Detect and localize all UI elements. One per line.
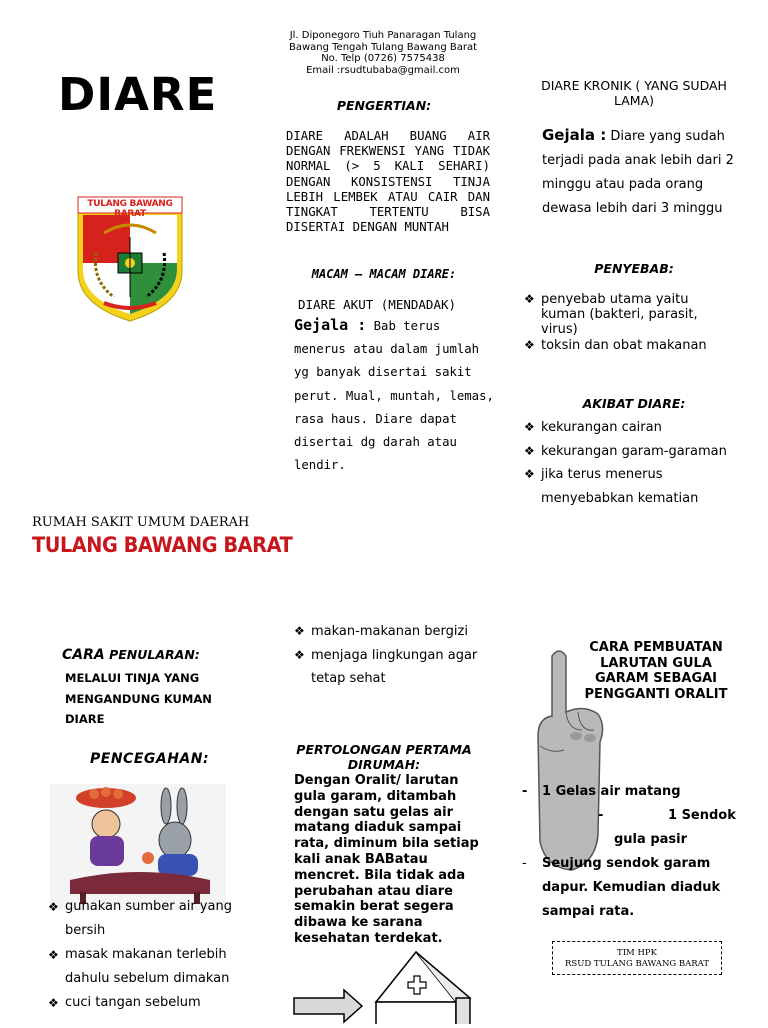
health-facility-illustration xyxy=(292,946,474,1024)
oralit-steps xyxy=(522,780,744,924)
diare-kronik-symptoms xyxy=(542,123,742,221)
pencegahan-heading: PENCEGAHAN: xyxy=(90,751,210,767)
diare-akut-title: DIARE AKUT (MENDADAK) xyxy=(298,297,457,312)
diare-akut-symptoms xyxy=(294,314,494,477)
gejala-text: Diare yang sudah terjadi pada anak lebih dari 2 minggu atau pada orang dewasa lebih dari 3 minggu xyxy=(542,129,734,216)
gejala-label: Gejala : xyxy=(294,316,367,334)
hospital-name-line2: TULANG BAWANG BARAT xyxy=(32,533,293,557)
gejala-text: Bab terus menerus atau dalam jumlah yg banyak disertai sakit perut. Mual, muntah, lemas, rasa haus. Diare dapat disertai dg darah atau lendir. xyxy=(294,319,494,473)
pertolongan-text: Dengan Oralit/ larutan gula garam, ditambah dengan satu gelas air matang diaduk sampai rata, diminum bila setiap kali anak BABatau mencret. Bila tidak ada perubahan atau diare semakin berat segera dibawa ke sarana kesehatan terdekat. xyxy=(294,773,479,946)
address-line: Bawang Tengah Tulang Bawang Barat xyxy=(288,41,478,53)
team-name: TIM HPK xyxy=(617,948,657,958)
pengertian-heading: PENGERTIAN: xyxy=(336,98,432,113)
macam-diare-heading: MACAM – MACAM DIARE: xyxy=(311,267,457,281)
akibat-heading: AKIBAT DIARE: xyxy=(582,396,686,411)
logo-banner-text: TULANG BAWANG BARAT xyxy=(87,199,173,219)
step-text: 1 Gelas air matang xyxy=(542,784,681,799)
email-address: Email :rsudtubaba@gmail.com xyxy=(306,64,460,76)
list-item: ❖ menjaga lingkungan agar tetap sehat xyxy=(294,644,494,691)
hospital-address xyxy=(272,30,494,76)
cartoon-eating-icon xyxy=(50,784,226,910)
diare-kronik-title: DIARE KRONIK ( YANG SUDAH LAMA) xyxy=(541,78,727,108)
penularan-heading-cara: CARA xyxy=(62,647,105,663)
list-item: ❖ penyebab utama yaitu kuman (bakteri, parasit, virus) xyxy=(524,292,736,337)
list-item: ❖ masak makanan terlebih dahulu sebelum dimakan xyxy=(48,943,246,991)
akibat-list xyxy=(524,416,736,510)
list-item: ❖ kekurangan cairan xyxy=(524,416,736,440)
hospital-name-line1: RUMAH SAKIT UMUM DAERAH xyxy=(32,515,250,530)
penularan-heading xyxy=(62,647,200,663)
list-item: ❖ cuci tangan sebelum xyxy=(48,991,246,1015)
oralit-step-3: - Seujung sendok garam dapur. Kemudian diaduk sampai rata. xyxy=(522,856,721,919)
list-item: ❖ kekurangan garam-garaman xyxy=(524,440,736,464)
cartoon-illustration xyxy=(50,784,226,910)
address-line: Jl. Diponegoro Tiuh Panaragan Tulang xyxy=(289,30,477,41)
phone-number: No. Telp (0726) 7575438 xyxy=(321,53,445,64)
pertolongan-heading: PERTOLONGAN PERTAMA DIRUMAH: xyxy=(296,742,472,772)
oralit-step-2: - 1 Sendok gula pasir xyxy=(598,808,736,847)
regency-logo xyxy=(74,193,186,325)
step-text: 1 Sendok gula pasir xyxy=(614,808,736,847)
oralit-step-1: - 1 Gelas air matang xyxy=(522,784,681,799)
brochure-title: DIARE xyxy=(58,68,218,121)
penyebab-list xyxy=(524,292,736,354)
list-item: ❖ toksin dan obat makanan xyxy=(524,338,736,353)
oralit-heading: CARA PEMBUATAN LARUTAN GULA GARAM SEBAGAI PENGGANTI ORALIT xyxy=(584,640,728,702)
gejala-label: Gejala : xyxy=(542,126,607,144)
team-signature-box xyxy=(552,941,722,975)
step-text: Seujung sendok garam dapur. Kemudian diaduk sampai rata. xyxy=(542,856,721,919)
team-hospital: RSUD TULANG BAWANG BARAT xyxy=(565,959,709,969)
list-item: ❖ makan-makanan bergizi xyxy=(294,620,494,644)
pencegahan-list xyxy=(48,895,246,1015)
penyebab-heading: PENYEBAB: xyxy=(594,261,674,276)
penularan-text: MELALUI TINJA YANG MENGANDUNG KUMAN DIARE xyxy=(65,671,212,726)
pengertian-text: DIARE ADALAH BUANG AIR DENGAN FREKWENSI YANG TIDAK NORMAL (> 5 KALI SEHARI) DENGAN KONSISTENSI TINJA LEBIH LEMBEK ATAU CAIR DAN TINGKAT TERTENTU BISA DISERTAI DENGAN MUNTAH xyxy=(286,129,490,235)
penularan-heading-rest: PENULARAN: xyxy=(104,647,200,662)
list-item: ❖ jika terus menerus menyebabkan kematian xyxy=(524,463,736,510)
hospital-arrow-icon xyxy=(292,946,474,1024)
list-item: ❖ gunakan sumber air yang bersih xyxy=(48,895,246,943)
pencegahan-list-continued xyxy=(294,620,494,691)
